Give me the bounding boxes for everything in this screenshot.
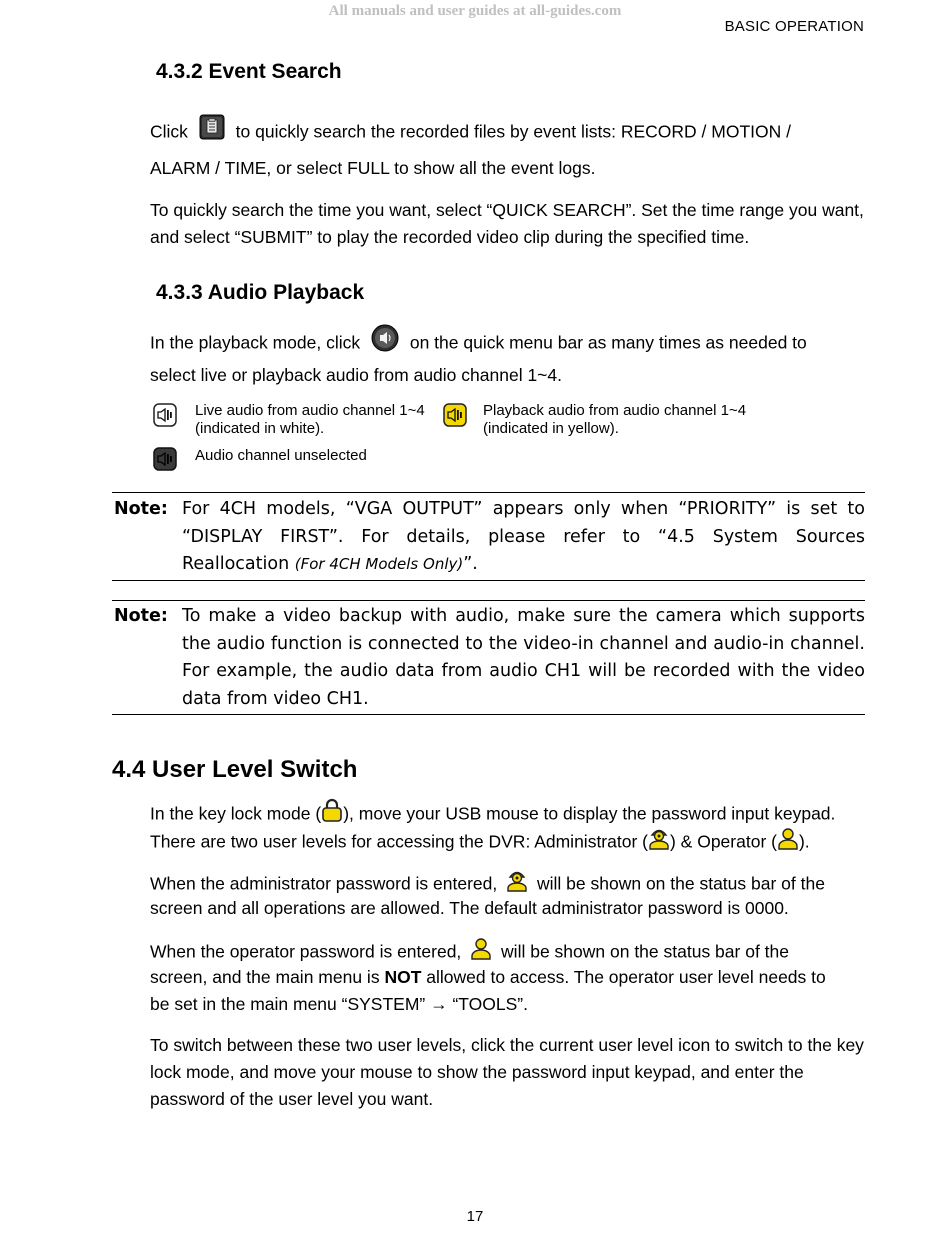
note-text: To make a video backup with audio, make sure the camera which supports the audio function is connected to the video-in channel and audio-in channel. For example, the audio data from audio CH1 will be recorded with the video data from video CH1.	[182, 606, 865, 709]
page-number: 17	[466, 1208, 484, 1225]
user-level-p1-line1: In the key lock mode ( ), move your USB mouse to display the password input keypad.	[150, 803, 835, 827]
note-label: Note:	[114, 499, 168, 519]
user-level-p3-line2: screen, and the main menu is NOT allowed to access. The operator user level needs to	[150, 967, 826, 987]
audio-speaker-icon	[371, 324, 399, 352]
section-title-user-level-switch: 4.4 User Level Switch	[112, 756, 358, 783]
key-lock-icon	[321, 798, 343, 822]
operator-icon	[470, 936, 492, 960]
note-rule-top	[112, 492, 865, 493]
note-label: Note:	[114, 606, 168, 626]
note-rule-bottom	[112, 580, 865, 581]
note-rule-bottom	[112, 714, 865, 715]
user-level-p1-line2: There are two user levels for accessing the DVR: Administrator ( ) & Operator ( ).	[150, 831, 810, 855]
user-level-p3-line1: When the operator password is entered, will be shown on the status bar of the	[150, 941, 789, 965]
administrator-icon	[648, 826, 670, 850]
note-rule-top	[112, 600, 865, 601]
section-title-audio-playback: 4.3.3 Audio Playback	[156, 281, 365, 304]
operator-icon	[777, 826, 799, 850]
audio-playback-line2: select live or playback audio from audio channel 1~4.	[150, 365, 562, 385]
watermark: All manuals and user guides at all-guides.com	[328, 3, 622, 19]
note-box-2	[112, 600, 865, 718]
audio-unselected-icon	[153, 447, 177, 476]
event-search-line2: ALARM / TIME, or select FULL to show all the event logs.	[150, 158, 596, 178]
user-level-p4: To switch between these two user levels, click the current user level icon to switch to the key lock mode, and move your mouse to show the password input keypad, and enter the password of the user level you want.	[150, 1035, 864, 1109]
running-head: BASIC OPERATION	[724, 18, 864, 35]
event-search-para2: To quickly search the time you want, select “QUICK SEARCH”. Set the time range you want, and select “SUBMIT” to play the recorded video clip during the specified time.	[150, 200, 864, 247]
event-list-icon	[199, 114, 225, 140]
audio-playback-yellow-icon	[443, 403, 467, 432]
user-level-p2-line2: screen and all operations are allowed. The default administrator password is 0000.	[150, 898, 789, 918]
legend-unselected-text: Audio channel unselected	[195, 447, 367, 464]
note-box-1	[112, 492, 865, 582]
legend-live-text: Live audio from audio channel 1~4 (indicated in white).	[195, 402, 425, 437]
user-level-p3-line3: be set in the main menu “SYSTEM” → “TOOLS”.	[150, 994, 528, 1014]
user-level-p2-line1: When the administrator password is entered, will be shown on the status bar of the	[150, 873, 825, 897]
event-search-line1: Click to quickly search the recorded files by event lists: RECORD / MOTION /	[150, 120, 791, 146]
note-text: For 4CH models, “VGA OUTPUT” appears only when “PRIORITY” is set to “DISPLAY FIRST”. For details, please refer to “4.5 System Sources Reallocation (For 4CH Models Only)”.	[182, 499, 865, 574]
audio-live-white-icon	[153, 403, 177, 432]
legend-playback-text: Playback audio from audio channel 1~4 (indicated in yellow).	[483, 402, 747, 437]
administrator-icon	[506, 868, 528, 892]
section-title-event-search: 4.3.2 Event Search	[156, 60, 342, 83]
audio-playback-line1: In the playback mode, click on the quick menu bar as many times as needed to	[150, 330, 807, 358]
